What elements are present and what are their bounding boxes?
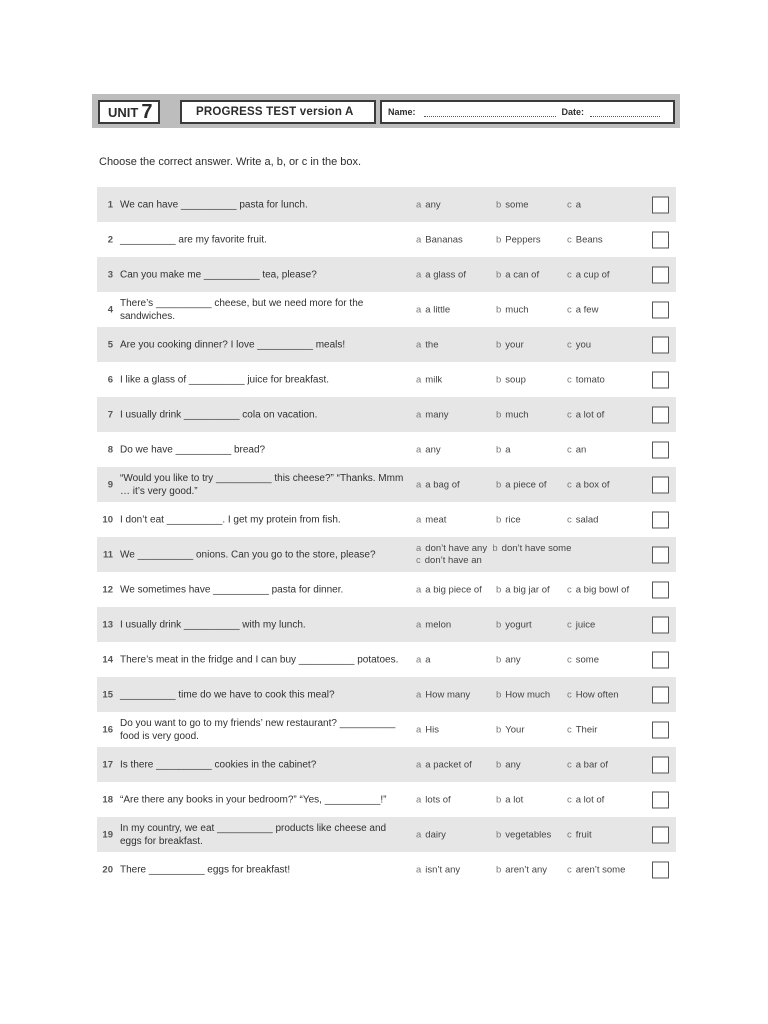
option-a: don’t have any	[425, 542, 488, 554]
question-row	[97, 502, 676, 537]
option-a-wrap: a a glass of	[416, 269, 466, 280]
option-b: a piece of	[505, 479, 547, 490]
question-row	[97, 817, 676, 852]
question-text: “Are there any books in your bedroom?” “Yes, __________!”	[120, 794, 387, 805]
test-title: PROGRESS TEST version A	[196, 106, 354, 118]
question-row	[97, 327, 676, 362]
option-a-wrap: a many	[416, 409, 449, 420]
question-text: I usually drink __________ cola on vacation.	[120, 409, 318, 420]
question-row	[97, 292, 676, 327]
option-b: Peppers	[505, 234, 541, 245]
question-number: 15	[102, 689, 113, 700]
option-b-wrap: b a big jar of	[496, 584, 550, 595]
option-b: soup	[505, 374, 526, 385]
option-c: a	[575, 199, 582, 210]
option-c: How often	[575, 689, 619, 700]
question-number: 10	[102, 514, 113, 525]
option-b: Your	[505, 724, 525, 735]
option-b: any	[505, 759, 521, 770]
question-text: Do you want to go to my friends’ new restaurant? __________ food is very good.	[120, 717, 396, 742]
answer-box[interactable]	[652, 686, 669, 703]
name-date-box	[380, 100, 675, 124]
option-a: lots of	[425, 794, 451, 805]
question-row	[97, 852, 676, 887]
question-text: __________ time do we have to cook this meal?	[120, 689, 335, 700]
option-a: How many	[425, 689, 471, 700]
answer-box[interactable]	[652, 476, 669, 493]
option-c-wrap: c a	[567, 199, 582, 210]
option-b: a	[505, 444, 511, 455]
option-b-wrap: b soup	[496, 374, 526, 385]
question-row	[97, 677, 676, 712]
option-b-wrap: b aren’t any	[496, 864, 548, 875]
question-text: We can have __________ pasta for lunch.	[120, 199, 308, 210]
option-c: a bar of	[575, 759, 608, 770]
name-label: Name:	[388, 107, 416, 117]
answer-box[interactable]	[652, 826, 669, 843]
option-a: a glass of	[425, 269, 466, 280]
answer-box[interactable]	[652, 581, 669, 598]
question-number: 14	[102, 654, 113, 665]
option-c-wrap: c fruit	[567, 829, 592, 840]
date-field[interactable]	[590, 108, 660, 117]
answer-box[interactable]	[652, 196, 669, 213]
question-text: We sometimes have __________ pasta for dinner.	[120, 584, 344, 595]
option-a-wrap: a dairy	[416, 829, 446, 840]
option-c-wrap: c a lot of	[567, 794, 605, 805]
option-c-wrap: c a few	[567, 304, 599, 315]
option-c: juice	[575, 619, 596, 630]
option-b: yogurt	[505, 619, 532, 630]
option-a-wrap: a melon	[416, 619, 452, 630]
option-b-wrap: b How much	[496, 689, 551, 700]
option-a: many	[425, 409, 449, 420]
option-b: aren’t any	[505, 864, 548, 875]
option-b: a big jar of	[505, 584, 550, 595]
question-list	[97, 187, 676, 887]
option-c: some	[575, 654, 599, 665]
question-number: 6	[107, 374, 113, 385]
question-row	[97, 572, 676, 607]
option-b: any	[505, 654, 521, 665]
question-number: 12	[102, 584, 113, 595]
option-c-wrap: c Their	[567, 724, 598, 735]
option-b-wrap: b a piece of	[496, 479, 547, 490]
option-a-wrap: a His	[416, 724, 440, 735]
question-number: 4	[107, 304, 113, 315]
question-number: 16	[102, 724, 113, 735]
option-a-wrap: a any	[416, 199, 441, 210]
option-c-wrap: c How often	[567, 689, 619, 700]
option-b: a can of	[505, 269, 540, 280]
question-text: “Would you like to try __________ this cheese?” “Thanks. Mmm … it’s very good.”	[120, 472, 404, 497]
option-b: much	[505, 409, 529, 420]
question-text: Are you cooking dinner? I love __________ meals!	[120, 339, 346, 350]
option-c: tomato	[575, 374, 605, 385]
answer-box[interactable]	[652, 791, 669, 808]
question-row	[97, 467, 676, 502]
option-c: a few	[575, 304, 599, 315]
option-a-wrap: a a packet of	[416, 759, 472, 770]
option-b-wrap: b vegetables	[496, 829, 552, 840]
name-field[interactable]	[424, 108, 556, 117]
option-b-wrap: b any	[496, 654, 521, 665]
option-c-wrap: c aren’t some	[567, 864, 626, 875]
question-number: 20	[102, 864, 113, 875]
options-block: a don’t have any b don’t have some c don’t have an	[416, 542, 572, 566]
answer-box[interactable]	[652, 266, 669, 283]
answer-box[interactable]	[652, 371, 669, 388]
option-a: melon	[425, 619, 452, 630]
question-row	[97, 537, 676, 572]
answer-box[interactable]	[652, 721, 669, 738]
question-text: There’s __________ cheese, but we need more for the sandwiches.	[120, 297, 364, 322]
question-text: Can you make me __________ tea, please?	[120, 269, 317, 280]
answer-box[interactable]	[652, 511, 669, 528]
answer-box[interactable]	[652, 546, 669, 563]
answer-box[interactable]	[652, 406, 669, 423]
option-a: meat	[425, 514, 447, 525]
question-row	[97, 747, 676, 782]
option-c-wrap: c tomato	[567, 374, 605, 385]
question-number: 9	[107, 479, 113, 490]
option-c: Beans	[575, 234, 603, 245]
option-c: an	[575, 444, 587, 455]
question-number: 1	[107, 199, 113, 210]
option-c: a box of	[575, 479, 610, 490]
test-title-box	[180, 100, 376, 124]
question-text: I usually drink __________ with my lunch.	[120, 619, 306, 630]
option-c-wrap: c an	[567, 444, 587, 455]
option-c: Their	[575, 724, 598, 735]
option-b-wrap: b yogurt	[496, 619, 532, 630]
option-c-wrap: c Beans	[567, 234, 603, 245]
question-number: 5	[107, 339, 113, 350]
option-a: a	[425, 654, 431, 665]
option-a: a packet of	[425, 759, 472, 770]
question-text: I like a glass of __________ juice for breakfast.	[120, 374, 330, 385]
option-b-wrap: b much	[496, 409, 529, 420]
option-a-wrap: a isn’t any	[416, 864, 461, 875]
question-row	[97, 187, 676, 222]
option-c: don’t have an	[424, 554, 482, 566]
option-a: His	[425, 724, 440, 735]
option-a: Bananas	[425, 234, 463, 245]
answer-box[interactable]	[652, 301, 669, 318]
option-b: don’t have some	[501, 542, 572, 554]
question-number: 13	[102, 619, 113, 630]
option-a-wrap: a the	[416, 339, 439, 350]
question-number: 7	[107, 409, 113, 420]
option-b-wrap: b a lot	[496, 794, 524, 805]
option-c-wrap: c some	[567, 654, 599, 665]
instructions: Choose the correct answer. Write a, b, or c in the box.	[99, 156, 362, 168]
question-text: __________ are my favorite fruit.	[120, 234, 267, 245]
option-a-wrap: a lots of	[416, 794, 451, 805]
question-text: In my country, we eat __________ products like cheese and eggs for breakfast.	[120, 822, 387, 847]
question-number: 18	[102, 794, 113, 805]
option-b: vegetables	[505, 829, 552, 840]
option-c-wrap: c juice	[567, 619, 596, 630]
option-c: you	[575, 339, 592, 350]
option-b-wrap: b Peppers	[496, 234, 541, 245]
question-row	[97, 607, 676, 642]
option-b-wrap: b rice	[496, 514, 521, 525]
option-b-wrap: b your	[496, 339, 524, 350]
option-a-wrap: a any	[416, 444, 441, 455]
option-c-wrap: c a lot of	[567, 409, 605, 420]
option-c: a lot of	[575, 794, 605, 805]
option-b: some	[505, 199, 529, 210]
question-row	[97, 432, 676, 467]
option-c: a lot of	[575, 409, 605, 420]
question-text: Do we have __________ bread?	[120, 444, 266, 455]
option-a: a big piece of	[425, 584, 482, 595]
option-c: salad	[575, 514, 599, 525]
option-a-wrap: a a big piece of	[416, 584, 482, 595]
question-row	[97, 397, 676, 432]
question-text: There’s meat in the fridge and I can buy __________ potatoes.	[120, 654, 399, 665]
answer-box[interactable]	[652, 616, 669, 633]
answer-box[interactable]	[652, 861, 669, 878]
option-b-wrap: b a can of	[496, 269, 540, 280]
unit-label: UNIT	[108, 104, 139, 120]
question-row	[97, 222, 676, 257]
answer-box[interactable]	[652, 231, 669, 248]
question-row	[97, 712, 676, 747]
option-a: dairy	[425, 829, 446, 840]
answer-box[interactable]	[652, 441, 669, 458]
option-c-wrap: c a cup of	[567, 269, 610, 280]
option-a-wrap: a a bag of	[416, 479, 460, 490]
option-c: a big bowl of	[575, 584, 630, 595]
option-a: milk	[425, 374, 443, 385]
option-a-wrap: a a	[416, 654, 431, 665]
unit-number: 7	[141, 100, 153, 123]
question-row	[97, 257, 676, 292]
option-b: rice	[505, 514, 521, 525]
option-c-wrap: c a box of	[567, 479, 610, 490]
question-number: 19	[102, 829, 113, 840]
answer-box[interactable]	[652, 651, 669, 668]
option-c-wrap: c you	[567, 339, 592, 350]
option-a: any	[425, 199, 441, 210]
option-b-wrap: b much	[496, 304, 529, 315]
option-a: a bag of	[425, 479, 460, 490]
answer-box[interactable]	[652, 756, 669, 773]
date-label: Date:	[561, 107, 585, 117]
option-c: aren’t some	[575, 864, 626, 875]
option-a: the	[425, 339, 439, 350]
option-c-wrap: c salad	[567, 514, 599, 525]
question-row	[97, 362, 676, 397]
option-a: a little	[425, 304, 451, 315]
option-b-wrap: b some	[496, 199, 529, 210]
option-b: much	[505, 304, 529, 315]
option-a-wrap: a milk	[416, 374, 443, 385]
question-row	[97, 642, 676, 677]
option-b-wrap: b Your	[496, 724, 525, 735]
question-number: 2	[107, 234, 113, 245]
question-number: 17	[102, 759, 113, 770]
option-c: fruit	[575, 829, 592, 840]
option-b: a lot	[505, 794, 524, 805]
option-a: any	[425, 444, 441, 455]
option-c-wrap: c a big bowl of	[567, 584, 630, 595]
option-a-wrap: a How many	[416, 689, 471, 700]
question-text: There __________ eggs for breakfast!	[120, 864, 291, 875]
option-b: your	[505, 339, 524, 350]
unit-label-box	[98, 100, 160, 124]
question-text: We __________ onions. Can you go to the store, please?	[120, 549, 376, 560]
option-a: isn’t any	[425, 864, 461, 875]
question-number: 8	[107, 444, 113, 455]
option-c-wrap: c a bar of	[567, 759, 608, 770]
question-text: Is there __________ cookies in the cabinet?	[120, 759, 317, 770]
option-b: How much	[505, 689, 551, 700]
option-b-wrap: b a	[496, 444, 511, 455]
question-text: I don’t eat __________. I get my protein from fish.	[120, 514, 341, 525]
answer-box[interactable]	[652, 336, 669, 353]
question-row	[97, 782, 676, 817]
option-c: a cup of	[575, 269, 610, 280]
option-a-wrap: a meat	[416, 514, 447, 525]
question-number: 11	[102, 549, 113, 560]
question-number: 3	[107, 269, 113, 280]
option-a-wrap: a a little	[416, 304, 451, 315]
option-b-wrap: b any	[496, 759, 521, 770]
option-a-wrap: a Bananas	[416, 234, 463, 245]
